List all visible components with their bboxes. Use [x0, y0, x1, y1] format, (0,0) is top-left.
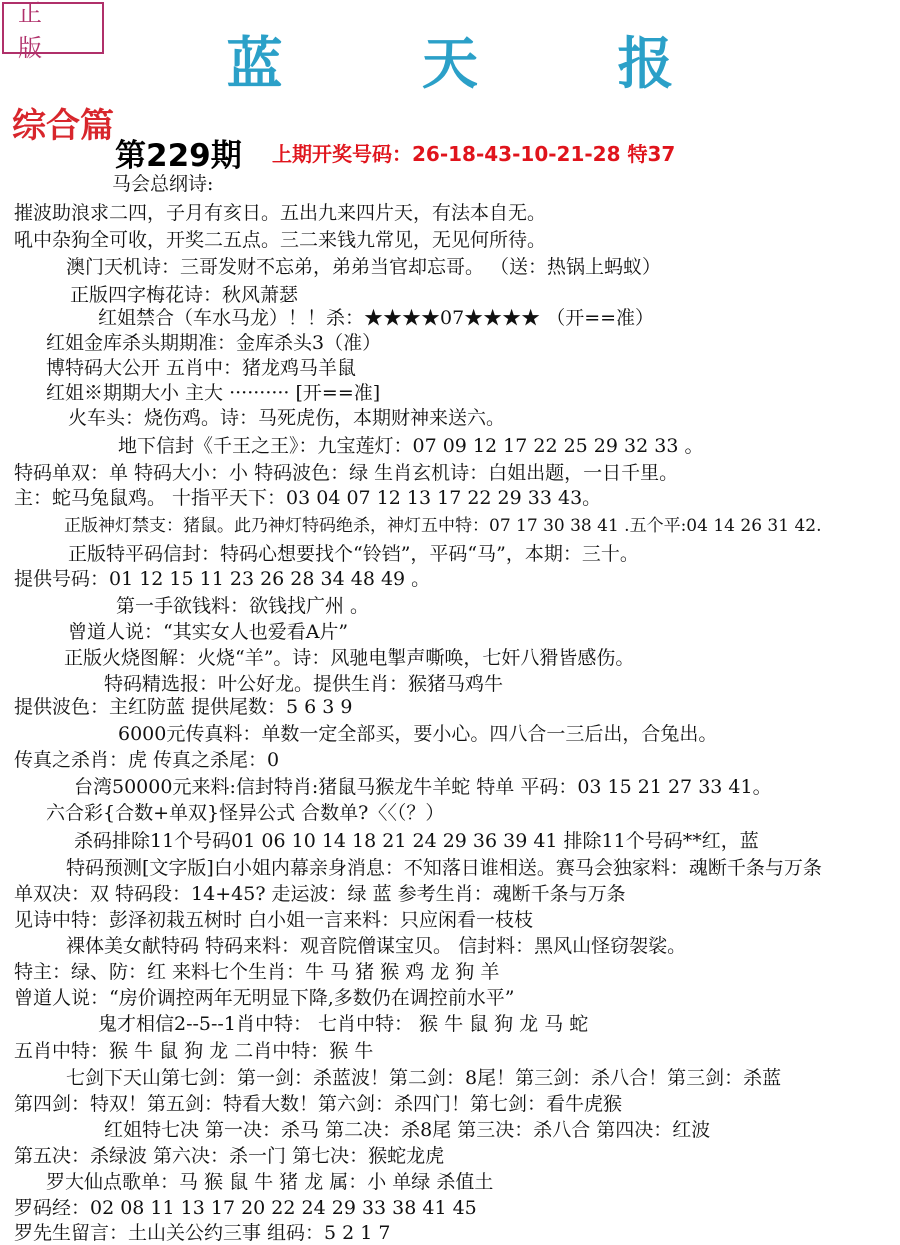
content-line: 正版火烧图解：火烧“羊”。诗：风驰电掣声嘶唤，七奸八猾皆感伤。 [64, 647, 635, 669]
content-line: 第一手欲钱料：欲钱找广州 。 [116, 595, 370, 617]
content-line: 正版神灯禁支：猪鼠。此乃神灯特码绝杀，神灯五中特：07 17 30 38 41 .五个平:04 14 26 31 42. [64, 516, 822, 536]
content-line: 裸体美女献特码 特码来料：观音院僧谋宝贝。 信封料：黑风山怪窃袈裟。 [66, 935, 687, 957]
content-line: 特码精选报：叶公好龙。提供生肖：猴猪马鸡牛 [104, 673, 504, 695]
content-line: 曾道人说：“房价调控两年无明显下降,多数仍在调控前水平” [14, 987, 515, 1009]
content-line: 特主：绿、防：红 来料七个生肖：牛 马 猪 猴 鸡 龙 狗 羊 [14, 961, 500, 983]
content-line: 杀码排除11个号码01 06 10 14 18 21 24 29 36 39 41 排除11个号码**红，蓝 [74, 830, 759, 852]
content-line: 罗大仙点歌单：马 猴 鼠 牛 猪 龙 属：小 单绿 杀值土 [46, 1171, 494, 1193]
content-line: 提供号码：01 12 15 11 23 26 28 34 48 49 。 [14, 568, 431, 590]
content-line: 火车头：烧伤鸡。诗：马死虎伤，本期财神来送六。 [68, 407, 506, 429]
content-line: 正版特平码信封：特码心想要找个“铃铛”，平码“马”，本期：三十。 [68, 543, 639, 565]
content-line: 台湾50000元来料:信封特肖:猪鼠马猴龙牛羊蛇 特单 平码：03 15 21 27 33 41。 [74, 776, 772, 798]
content-line: 正版四字梅花诗：秋风萧瑟 [70, 284, 299, 306]
content-line: 曾道人说：“其实女人也爱看A片” [68, 621, 349, 643]
content-line: 红姐金库杀头期期准：金库杀头3（准） [46, 332, 382, 354]
content-line: 五肖中特：猴 牛 鼠 狗 龙 二肖中特：猴 牛 [14, 1040, 374, 1062]
content-line: 特码预测[文字版]白小姐内幕亲身消息：不知落日谁相送。赛马会独家料：魂断千条与万条 [66, 857, 822, 879]
content-line: 第四剑：特双！第五剑：特看大数！第六剑：杀四门！第七剑：看牛虎猴 [14, 1093, 623, 1115]
content-line: 摧波助浪求二四，子月有亥日。五出九来四片天，有法本自无。 [14, 202, 547, 224]
content-line: 提供波色：主红防蓝 提供尾数：5 6 3 9 [14, 696, 353, 718]
content-line: 单双决：双 特码段：14+45? 走运波：绿 蓝 参考生肖：魂断千条与万条 [14, 883, 626, 905]
content-line: 七剑下天山第七剑：第一剑：杀蓝波！第二剑：8尾！第三剑：杀八合！第三剑：杀蓝 [66, 1067, 782, 1089]
content-line: 博特码大公开 五肖中：猪龙鸡马羊鼠 [46, 357, 357, 379]
content-line: 澳门天机诗：三哥发财不忘弟，弟弟当官却忘哥。 （送：热锅上蚂蚁） [66, 256, 662, 278]
content-line: 罗先生留言：土山关公约三事 组码：5 2 1 7 [14, 1222, 391, 1244]
issue-number: 第229期 [115, 138, 242, 174]
content-line: 特码单双：单 特码大小：小 特码波色：绿 生肖玄机诗：白姐出题，一日千里。 [14, 462, 679, 484]
content-line: 红姐禁合（车水马龙）！！杀：★★★★07★★★★ （开==准） [98, 307, 655, 329]
content-line: 马会总纲诗: [112, 173, 214, 195]
content-line: 主：蛇马兔鼠鸡。 十指平天下：03 04 07 12 13 17 22 29 33 43。 [14, 487, 602, 509]
last-draw-numbers: 上期开奖号码：26-18-43-10-21-28 特37 [272, 142, 676, 166]
content-line: 地下信封《千王之王》：九宝莲灯：07 09 12 17 22 25 29 32 33 。 [118, 435, 704, 457]
newspaper-title: 蓝 天 报 [226, 31, 734, 97]
content-line: 红姐特七决 第一决：杀马 第二决：杀8尾 第三决：杀八合 第四决：红波 [104, 1119, 711, 1141]
content-line: 吼中杂狗全可收，开奖二五点。三二来钱九常见，无见何所待。 [14, 229, 547, 251]
content-line: 罗码经：02 08 11 13 17 20 22 24 29 33 38 41 45 [14, 1197, 477, 1219]
content-line: 第五决：杀绿波 第六决：杀一门 第七决：猴蛇龙虎 [14, 1145, 445, 1167]
content-line: 见诗中特：彭泽初栽五树时 白小姐一言来料：只应闲看一枝枝 [14, 909, 534, 931]
content-line: 传真之杀肖：虎 传真之杀尾：0 [14, 749, 280, 771]
content-line: 红姐※期期大小 主大 ·········· [开==准] [46, 382, 381, 404]
content-line: 6000元传真料：单数一定全部买，要小心。四八合一三后出，合兔出。 [118, 723, 718, 745]
genuine-edition-stamp: 正 版 [2, 2, 104, 54]
section-heading: 综合篇 [12, 106, 114, 146]
content-line: 六合彩{合数+单双}怪异公式 合数单?〈〈（？） [46, 802, 445, 824]
content-line: 鬼才相信2--5--1肖中特： 七肖中特： 猴 牛 鼠 狗 龙 马 蛇 [98, 1013, 589, 1035]
